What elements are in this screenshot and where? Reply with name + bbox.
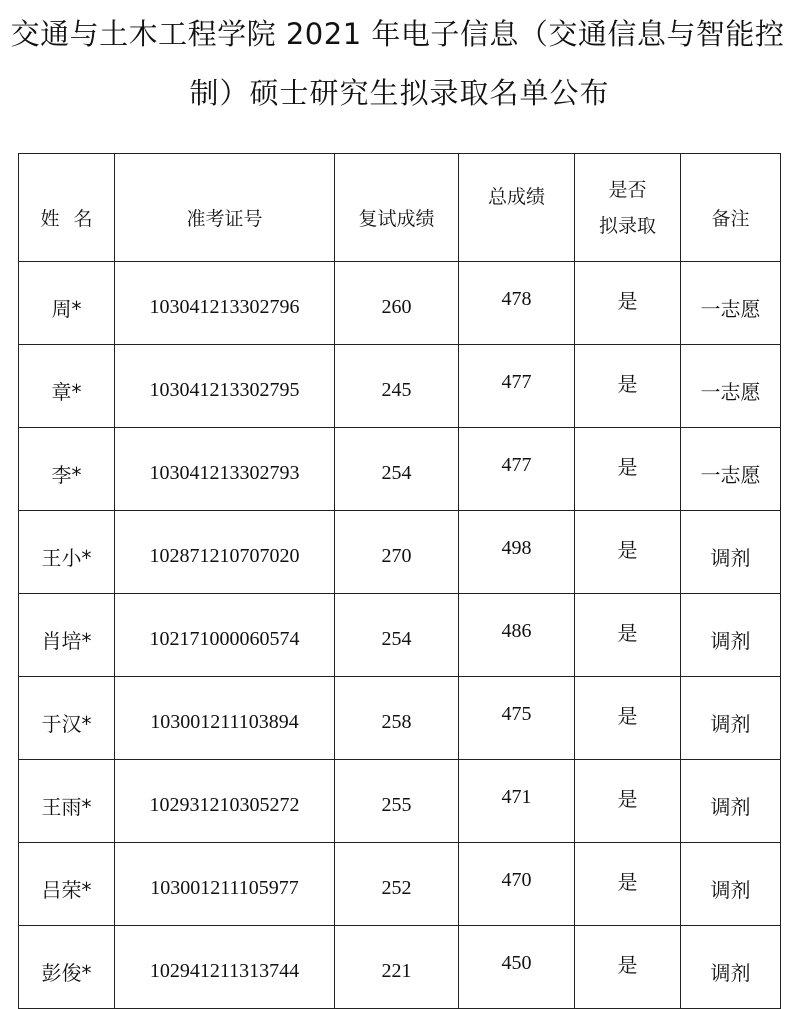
table-row: [19, 511, 781, 594]
table-row: [19, 926, 781, 1009]
cell-exam-id: 103001211105977: [115, 843, 335, 926]
cell-exam-id: 102871210707020: [115, 511, 335, 594]
header-name-part-1: 姓: [40, 207, 60, 230]
header-retest-score: 复试成绩: [335, 154, 459, 262]
page-title-line-2: 制）硕士研究生拟录取名单公布: [189, 76, 610, 110]
header-admit-line-2: 拟录取: [598, 214, 656, 237]
cell-exam-id: 102941211313744: [115, 926, 335, 1009]
cell-total-score: 470: [459, 843, 575, 926]
header-name-part-2: 名: [73, 207, 93, 230]
table-row: [19, 594, 781, 677]
table-row: [19, 345, 781, 428]
cell-total-score: 450: [459, 926, 575, 1009]
table-header-row: [19, 154, 781, 262]
page-title-line-1: 交通与土木工程学院 2021 年电子信息（交通信息与智能控: [10, 17, 785, 51]
cell-retest-score: 255: [335, 760, 459, 843]
cell-name: 章*: [19, 345, 115, 428]
cell-retest-score: 270: [335, 511, 459, 594]
cell-note: 调剂: [681, 843, 781, 926]
cell-note: 一志愿: [681, 262, 781, 345]
cell-total-score: 478: [459, 262, 575, 345]
cell-note: 调剂: [681, 677, 781, 760]
cell-note: 调剂: [681, 760, 781, 843]
header-total-score: 总成绩: [459, 154, 575, 262]
cell-retest-score: 254: [335, 428, 459, 511]
cell-total-score: 475: [459, 677, 575, 760]
cell-name: 彭俊*: [19, 926, 115, 1009]
cell-exam-id: 102931210305272: [115, 760, 335, 843]
cell-retest-score: 258: [335, 677, 459, 760]
header-name: [19, 154, 115, 262]
cell-total-score: 477: [459, 345, 575, 428]
cell-retest-score: 245: [335, 345, 459, 428]
cell-note: 调剂: [681, 511, 781, 594]
cell-total-score: 471: [459, 760, 575, 843]
cell-exam-id: 103041213302793: [115, 428, 335, 511]
cell-exam-id: 103001211103894: [115, 677, 335, 760]
cell-total-score: 498: [459, 511, 575, 594]
cell-retest-score: 254: [335, 594, 459, 677]
table-row: [19, 428, 781, 511]
cell-admit: 是: [575, 760, 681, 843]
table-body: [19, 262, 781, 1009]
cell-total-score: 486: [459, 594, 575, 677]
cell-note: 一志愿: [681, 345, 781, 428]
cell-name: 周*: [19, 262, 115, 345]
cell-admit: 是: [575, 345, 681, 428]
cell-admit: 是: [575, 511, 681, 594]
cell-retest-score: 252: [335, 843, 459, 926]
cell-note: 调剂: [681, 926, 781, 1009]
table-row: [19, 760, 781, 843]
header-admit-line-1: 是否: [608, 178, 647, 201]
cell-admit: 是: [575, 594, 681, 677]
header-admit: [575, 154, 681, 262]
header-exam-id: 准考证号: [115, 154, 335, 262]
cell-name: 王雨*: [19, 760, 115, 843]
cell-admit: 是: [575, 926, 681, 1009]
cell-total-score: 477: [459, 428, 575, 511]
table-row: [19, 843, 781, 926]
cell-note: 一志愿: [681, 428, 781, 511]
table-row: [19, 677, 781, 760]
cell-exam-id: 103041213302795: [115, 345, 335, 428]
cell-retest-score: 260: [335, 262, 459, 345]
cell-admit: 是: [575, 677, 681, 760]
cell-admit: 是: [575, 262, 681, 345]
cell-exam-id: 103041213302796: [115, 262, 335, 345]
cell-name: 吕荣*: [19, 843, 115, 926]
header-note: 备注: [681, 154, 781, 262]
cell-name: 于汉*: [19, 677, 115, 760]
cell-admit: 是: [575, 428, 681, 511]
cell-note: 调剂: [681, 594, 781, 677]
cell-retest-score: 221: [335, 926, 459, 1009]
cell-admit: 是: [575, 843, 681, 926]
cell-name: 李*: [19, 428, 115, 511]
table-row: [19, 262, 781, 345]
admission-list-table: [18, 153, 781, 1009]
cell-name: 肖培*: [19, 594, 115, 677]
cell-name: 王小*: [19, 511, 115, 594]
cell-exam-id: 102171000060574: [115, 594, 335, 677]
